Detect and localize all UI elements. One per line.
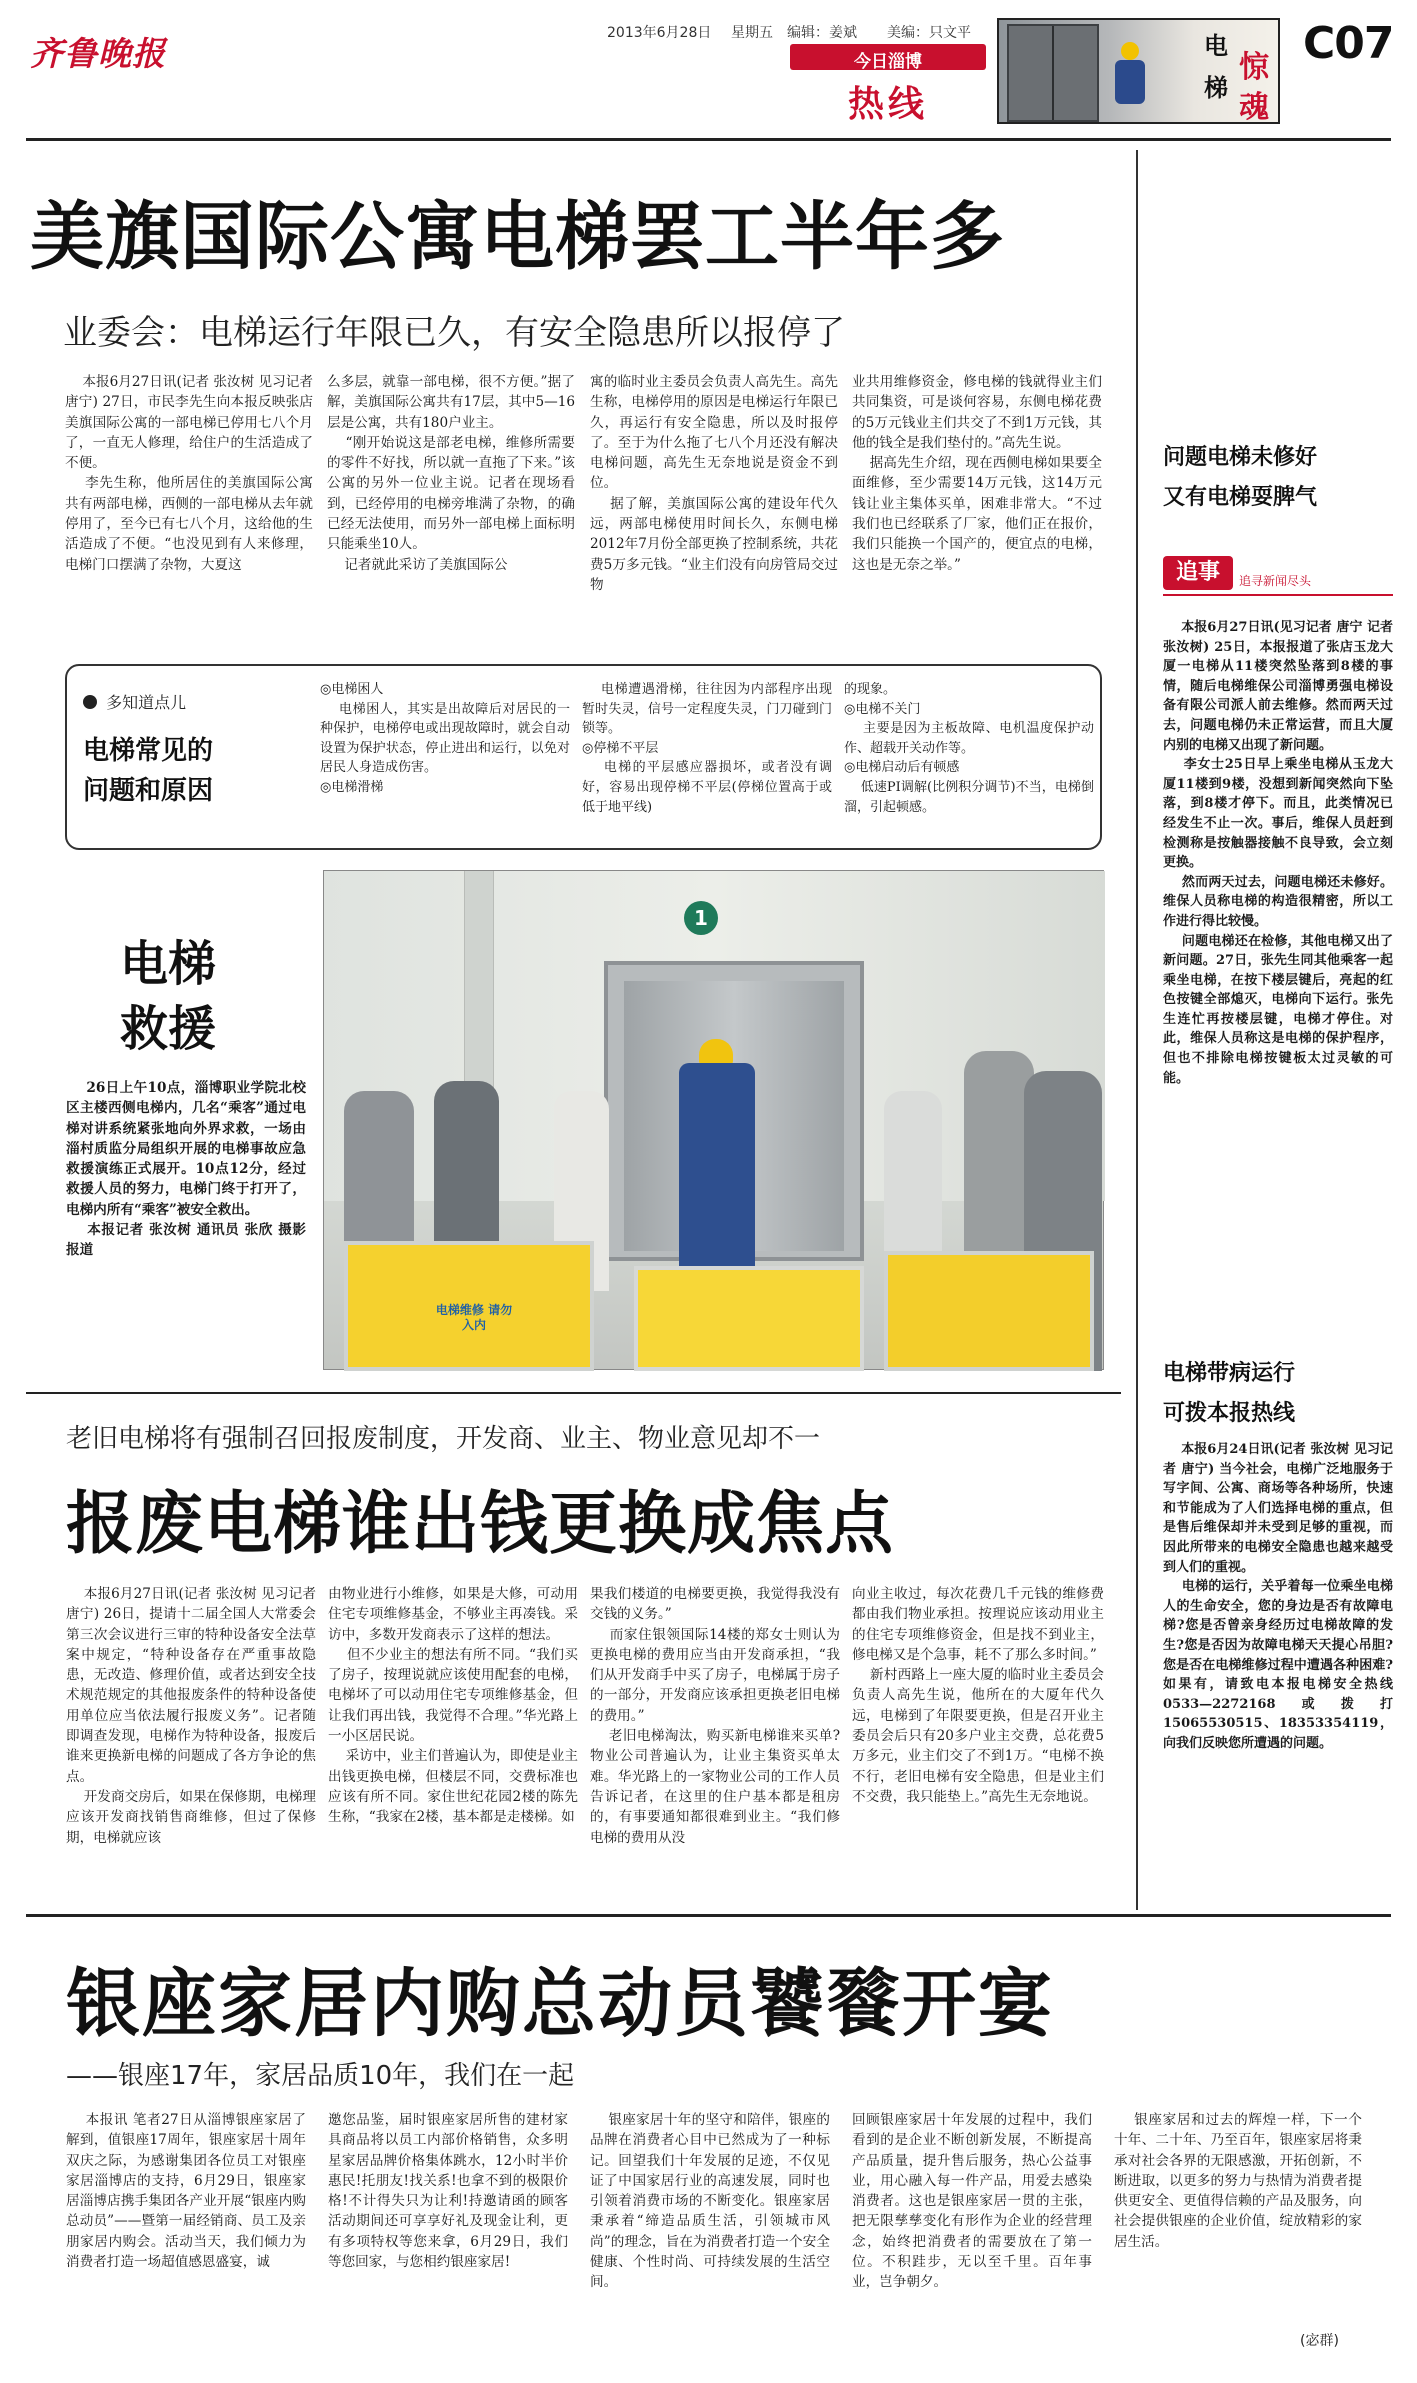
art-editor-credit: 美编：只文平 <box>887 25 971 41</box>
barrier-sign-text: 电梯维修 请勿入内 <box>435 1303 513 1332</box>
lead-col-1: 本报6月27日讯(记者 张汝树 见习记者 唐宁) 27日，市民李先生向本报反映张店美旗国际公寓的一部电梯已停用七八个月了，一直无人修理，给住户的生活造成了不便。 李先生称，他所居住的美旗国际公寓共有两部电梯，西侧的一部电梯从去年就停用了，至今已有七八个月，这给他的生活造成了不便。“也没见到有人来修理，电梯门口摆满了杂物，大夏这 <box>65 374 314 573</box>
paper-name: 齐鲁晚报 <box>30 34 166 73</box>
second-headline: 报废电梯谁出钱更换成焦点 <box>66 1485 895 1564</box>
second-col-3: 果我们楼道的电梯要更换，我觉得我没有交钱的义务。” 而家住银领国际14楼的郑女士则认为更换电梯的费用应当由开发商承担，“我们从开发商手中买了房子，电梯属于房子的一部分，开发商应该承担更换老旧电梯的费用。” 老旧电梯淘汰，购买新电梯谁来买单?物业公司普遍认为，让业主集资买单太难。华光路上的一家物业公司的工作人员告诉记者，在这里的住户基本都是租房的，有事要通知都很难到业主。“我们修电梯的费用从没 <box>590 1586 841 1846</box>
second-bottom-rule <box>26 1914 1391 1917</box>
ad-col-1: 本报讯 笔者27日从淄博银座家居了解到，值银座17周年，银座家居十周年双庆之际，为感谢集团各位员工对银座家居淄博店的支持，6月29日，银座家居淄博店携手集团各产业开展“银座内购总动员”——暨第一届经销商、员工及亲朋家居内购会。活动当天，我们倾力为消费者打造一场超值感恩盛宴，诚 <box>66 2112 306 2271</box>
tips-label-row <box>83 690 186 712</box>
followup-badge-sub: 追寻新闻尽头 <box>1239 574 1312 588</box>
rescue-worker-helmet <box>699 1039 733 1065</box>
editor-credit: 编辑：姜斌 <box>787 25 857 41</box>
sidebar-story-2: 本报6月24日讯(记者 张汝树 见习记者 唐宁) 当今社会，电梯广泛地服务于写字间、公寓、商场等各种场所，快速和节能成为了人们选择电梯的重点，但是售后维保却并未受到足够的重视，而因此所带来的电梯安全隐患也越来越受到人们的重视。 电梯的运行，关乎着每一位乘坐电梯人的生命安全，您的身边是否有故障电梯?您是否曾亲身经历过电梯故障的发生?您是否因为故障电梯天天提心吊胆?您是否在电梯维修过程中遭遇各种困难?如果有，请致电本报电梯安全热线0533—2272168或拨打15065530515、18353354119，向我们反映您所遭遇的问题。 <box>1163 1442 1394 1751</box>
ad-col-4: 回顾银座家居十年发展的过程中，我们看到的是企业不断创新发展，不断提高产品质量，提升售后服务，热心公益事业，用心融入每一件产品，用爱去感染消费者。这也是银座家居一贯的主张，把无限孳孳变化有形作为企业的经营理念，始终把消费者的需要放在了第一位。不积跬步，无以至千里。百年事业，岂争朝夕。 <box>852 2112 1092 2291</box>
banner-title-2: 梯 <box>1204 74 1228 102</box>
banner-accent-2: 魂 <box>1239 90 1269 125</box>
page-number: C07 <box>1303 18 1394 69</box>
tips-title-line-1: 电梯常见的 <box>83 736 214 766</box>
lead-col-4: 业共用维修资金，修电梯的钱就得业主们共同集资，可是谈何容易，东侧电梯花费的5万元钱业主们共交了不到1万元钱，其他的钱全是我们垫付的。”高先生说。 据高先生介绍，现在西侧电梯如果要全面维修，至少需要14万元钱，这14万元钱让业主集体买单，困难非常大。“不过我们也已经联系了厂家，他们正在报价，我们只能换一个国产的，便宜点的电梯，这也是无奈之举。” <box>852 374 1102 573</box>
photo-story-title-1: 电梯 <box>120 936 217 992</box>
lead-subhead: 业委会：电梯运行年限已久，有安全隐患所以报停了 <box>63 313 845 353</box>
tips-col-2: 电梯遭遇滑梯，往往因为内部程序出现暂时失灵，信号一定程度失灵，门刀碰到门锁等。 ◎停梯不平层 电梯的平层感应器损坏，或者没有调好，容易出现停梯不平层(停梯位置高于或低于地平线) <box>582 682 832 815</box>
sidebar-headline-1: 问题电梯未修好 <box>1163 445 1318 470</box>
masthead-rule <box>26 138 1391 141</box>
masthead <box>0 0 1417 140</box>
tips-col-3: 的现象。 ◎电梯不关门 主要是因为主板故障、电机温度保护动作、超载开关动作等。 ◎电梯启动后有顿感 低速PI调解(比例积分调节)不当，电梯倒溜，引起顿感。 <box>844 682 1094 815</box>
rescue-worker-body <box>679 1063 755 1271</box>
ad-col-3: 银座家居十年的坚守和陪伴，银座的品牌在消费者心目中已然成为了一种标记。回望我们十年发展的足迹，不仅见证了中国家居行业的高速发展，同时也引领着消费市场的不断变化。银座家居秉承着“缔造品质生活，引领城市风尚”的理念，旨在为消费者打造一个安全健康、个性时尚、可持续发展的生活空间。 <box>590 2112 830 2291</box>
second-kicker: 老旧电梯将有强制召回报废制度，开发商、业主、物业意见却不一 <box>66 1424 821 1454</box>
barrier-right <box>884 1251 1094 1371</box>
floor-sign-number: 1 <box>694 906 708 930</box>
sidebar-headline-2: 又有电梯耍脾气 <box>1163 485 1318 510</box>
section-main-label: 热线 <box>847 84 928 125</box>
tips-title-line-2: 问题和原因 <box>83 776 214 806</box>
sidebar-headline-3: 电梯带病运行 <box>1163 1361 1296 1386</box>
banner-accent-1: 惊 <box>1239 50 1269 85</box>
sidebar-divider <box>1136 150 1138 1910</box>
ad-signoff: (宓群) <box>1300 2333 1339 2349</box>
ad-col-2: 邀您品鉴，届时银座家居所售的建材家具商品将以员工内部价格销售，众多明星家居品牌价格集体跳水，12小时半价惠民!托朋友!找关系!也拿不到的极限价格!不计得失只为让利!持邀请函的顾客活动期间还可享享好礼及现金让利，更有多项特权等您来拿，6月29日，我们等您回家，与您相约银座家居! <box>328 2112 568 2271</box>
followup-badge-label: 追事 <box>1163 556 1233 590</box>
second-col-1: 本报6月27日讯(记者 张汝树 见习记者 唐宁) 26日，提请十二届全国人大常委会第三次会议进行三审的特种设备安全法草案中规定，“特种设备存在严重事故隐患，无改造、修理价值，或者达到安全技术规范规定的其他报废条件的特种设备使用单位应当依法履行报废义务”。记者随即调查发现，电梯作为特种设备，报废后谁来更换新电梯的问题成了各方争论的焦点。 开发商交房后，如果在保修期，电梯理应该开发商找销售商维修，但过了保修期，电梯就应该 <box>66 1586 316 1846</box>
followup-badge <box>1163 556 1393 596</box>
worker-figure-icon <box>1109 42 1149 112</box>
sidebar-story-1: 本报6月27日讯(见习记者 唐宁 记者 张汝树) 25日，本报报道了张店玉龙大厦一电梯从11楼突然坠落到8楼的事情，随后电梯维保公司淄博勇强电梯设备有限公司派人前去维修。然而两天过去，问题电梯仍未正常运营，而且大厦内别的电梯又出现了新问题。 李女士25日早上乘坐电梯从玉龙大厦11楼到9楼，没想到新闻突然向下坠落，到8楼才停下。而且，此类情况已经发生不止一次。事后，维保人员赶到检测称是按触器接触不良导致，会立刻更换。 然而两天过去，问题电梯还未修好。维保人员称电梯的构造很精密，所以工作进行得比较慢。 问题电梯还在检修，其他电梯又出了新问题。27日，张先生同其他乘客一起乘坐电梯，在按下楼层键后，亮起的红色按键全部熄灭，电梯向下运行。张先生连忙再按楼层键，电梯才停住。对此，维保人员称这是电梯的保护程序，但也不排除电梯按键板太过灵敏的可能。 <box>1163 620 1394 1086</box>
barrier-center <box>634 1266 864 1371</box>
ad-col-5: 银座家居和过去的辉煌一样，下一个十年、二十年、乃至百年，银座家居将秉承对社会各界的无限感激，开拓创新，不断进取，以更多的努力与热情为消费者提供更安全、更值得信赖的产品及服务，向社会提供银座的企业价值，绽放精彩的家居生活。 <box>1114 2112 1363 2250</box>
section-label <box>790 44 986 125</box>
ad-headline: 银座家居内购总动员饕餮开宴 <box>66 1961 1054 2047</box>
info-bubble-icon <box>83 695 97 709</box>
floor-sign-badge <box>684 901 718 935</box>
lead-col-3: 寓的临时业主委员会负责人高先生。高先生称，电梯停用的原因是电梯运行年限已久，再运行有安全隐患，所以及时报停了。至于为什么拖了七八个月还没有解决电梯问题，高先生无奈地说是资金不到位。 据了解，美旗国际公寓的建设年代久远，两部电梯使用时间长久，东侧电梯2012年7月份全部更换了控制系统，共花费5万多元钱。“业主们没有向房管局交过物 <box>590 374 839 593</box>
issue-date: 2013年6月28日 <box>607 25 712 41</box>
lead-bottom-rule <box>26 1392 1121 1394</box>
lead-headline: 美旗国际公寓电梯罢工半年多 <box>30 194 1005 280</box>
tips-col-1: ◎电梯困人 电梯困人，其实是出故障后对居民的一种保护，电梯停电或出现故障时，就会自动设置为保护状态，停止进出和运行，以免对居民人身造成伤害。 ◎电梯滑梯 <box>320 682 570 795</box>
ad-subhead: ——银座17年，家居品质10年，我们在一起 <box>66 2061 575 2091</box>
rescue-photo <box>323 870 1104 1370</box>
elevator-door-split <box>1052 26 1054 120</box>
photo-story-caption: 26日上午10点，淄博职业学院北校区主楼西侧电梯内，几名“乘客”通过电梯对讲系统紧张地向外界求救，一场由淄村质监分局组织开展的电梯事故应急救援演练正式展开。10点12分，经过救援人员的努力，电梯门终于打开了，电梯内所有“乘客”被安全救出。 本报记者 张汝树 通讯员 张欣 摄影报道 <box>66 1080 306 1259</box>
lead-col-2: 么多层，就靠一部电梯，很不方便。”据了解，美旗国际公寓共有17层，其中5—16层是公寓，共有180户业主。 “刚开始说这是部老电梯，维修所需要的零件不好找，所以就一直拖了下来。”该公寓的另外一位业主说。记者在现场看到，已经停用的电梯旁堆满了杂物，的确已经无法使用，而另外一部电梯上面标明只能乘坐10人。 记者就此采访了美旗国际公 <box>327 374 575 573</box>
banner-graphic <box>997 18 1280 124</box>
second-col-2: 由物业进行小维修，如果是大修，可动用住宅专项维修基金，不够业主再凑钱。采访中，多数开发商表示了这样的想法。 但不少业主的想法有所不同。“我们买了房子，按理说就应该使用配套的电梯，电梯坏了可以动用住宅专项维修基金，但让我们再出钱，我觉得不合理。”华光路上一小区居民说。 采访中，业主们普遍认为，即使是业主出钱更换电梯，但楼层不同，交费标准也应该有所不同。家住世纪花园2楼的陈先生称，“我家在2楼，基本都是走楼梯。如 <box>328 1586 578 1826</box>
banner-title-1: 电 <box>1204 32 1228 60</box>
section-top-label: 今日淄博 <box>854 52 922 72</box>
second-col-4: 向业主收过，每次花费几千元钱的维修费都由我们物业承担。按理说应该动用业主的住宅专项维修资金，但是找不到业主，修电梯又是个急事，耗不了那么多时间。” 新村西路上一座大厦的临时业主委员会负责人高先生说，他所在的大厦年代久远，电梯到了年限要更换，但是召开业主委员会后只有20多户业主交费，总花费5万多元，业主们交了不到1万。“电梯不换不行，老旧电梯有安全隐患，但是业主们不交费，我只能垫上。”高先生无奈地说。 <box>852 1586 1104 1805</box>
sidebar-headline-4: 可拨本报热线 <box>1163 1401 1296 1426</box>
photo-story-title-2: 救援 <box>120 1001 217 1057</box>
issue-weekday: 星期五 <box>731 25 773 41</box>
tips-label: 多知道点儿 <box>106 693 187 712</box>
